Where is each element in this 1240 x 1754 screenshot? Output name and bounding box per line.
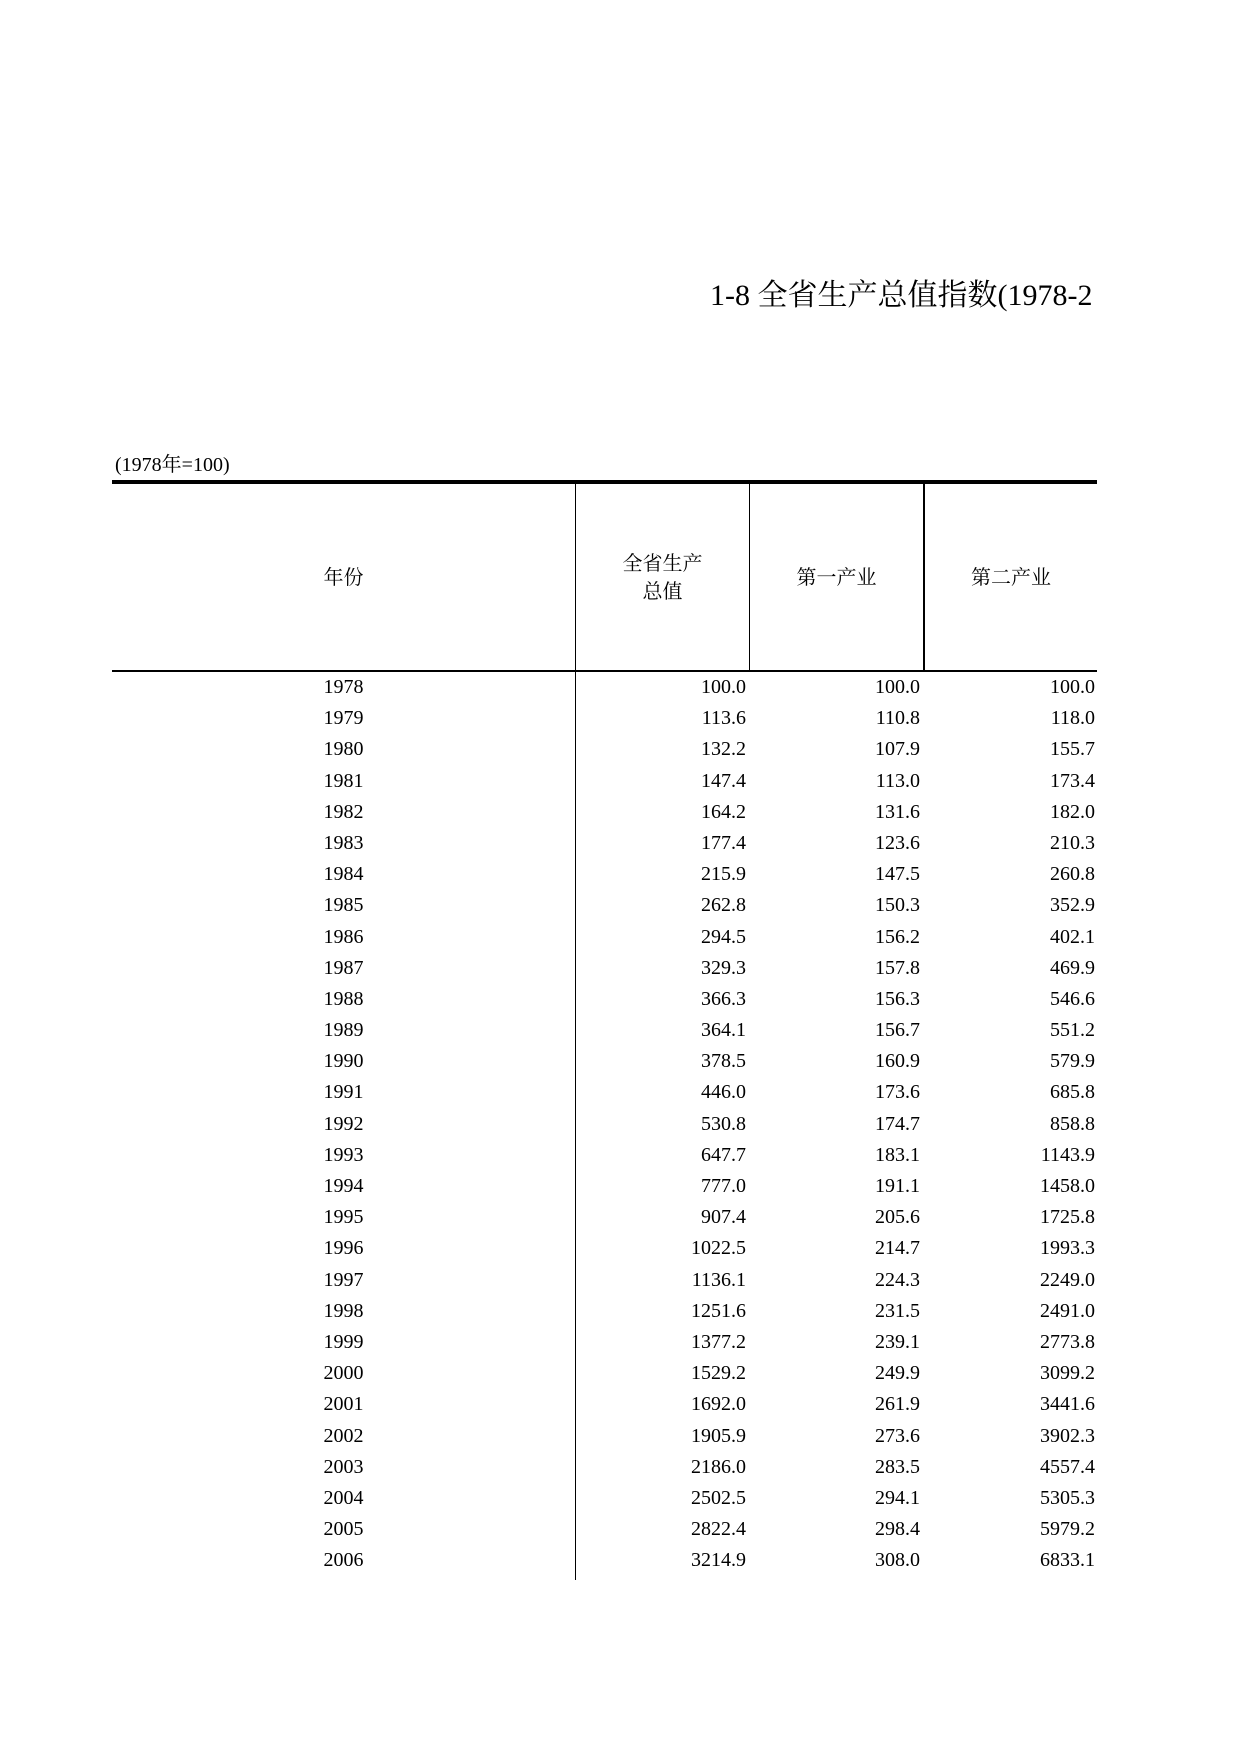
table-row <box>112 766 1097 797</box>
cell-year: 1999 <box>323 1330 364 1353</box>
cell-year: 2005 <box>323 1518 364 1541</box>
cell-year: 2001 <box>323 1393 364 1416</box>
cell-primary-industry: 283.5 <box>875 1455 920 1478</box>
cell-primary-industry: 205.6 <box>875 1206 920 1229</box>
cell-gdp: 1529.2 <box>691 1362 746 1385</box>
cell-primary-industry: 183.1 <box>875 1143 920 1166</box>
table-row <box>112 859 1097 890</box>
cell-secondary-industry: 100.0 <box>1050 676 1095 698</box>
cell-primary-industry: 123.6 <box>875 831 920 854</box>
table-row <box>112 1452 1097 1483</box>
cell-year: 1992 <box>323 1112 364 1135</box>
table-row <box>112 922 1097 953</box>
cell-primary-industry: 294.1 <box>875 1486 920 1509</box>
cell-primary-industry: 214.7 <box>875 1237 920 1260</box>
cell-secondary-industry: 260.8 <box>1050 863 1095 886</box>
table-row <box>112 1109 1097 1140</box>
cell-secondary-industry: 546.6 <box>1050 987 1095 1010</box>
cell-secondary-industry: 1143.9 <box>1040 1143 1095 1166</box>
cell-secondary-industry: 1993.3 <box>1040 1237 1095 1260</box>
cell-gdp: 378.5 <box>701 1050 746 1073</box>
cell-gdp: 777.0 <box>701 1175 746 1197</box>
cell-secondary-industry: 1725.8 <box>1040 1206 1095 1229</box>
cell-year: 1993 <box>323 1143 364 1166</box>
cell-primary-industry: 150.3 <box>875 894 920 917</box>
cell-primary-industry: 174.7 <box>875 1112 920 1135</box>
table-row <box>112 1202 1097 1233</box>
cell-secondary-industry: 155.7 <box>1050 738 1095 761</box>
cell-primary-industry: 156.7 <box>875 1019 920 1042</box>
cell-secondary-industry: 182.0 <box>1050 800 1095 823</box>
cell-year: 1995 <box>323 1206 364 1229</box>
cell-year: 2000 <box>323 1362 364 1385</box>
unit-note: (1978年=100) <box>115 454 230 476</box>
cell-secondary-industry: 402.1 <box>1050 925 1095 948</box>
cell-gdp: 147.4 <box>701 769 746 792</box>
table-row <box>112 1233 1097 1264</box>
cell-primary-industry: 110.8 <box>875 707 920 730</box>
cell-year: 1994 <box>323 1175 364 1197</box>
cell-gdp: 647.7 <box>701 1143 746 1166</box>
cell-year: 1978 <box>323 676 364 698</box>
cell-year: 1981 <box>323 769 364 792</box>
cell-secondary-industry: 3441.6 <box>1040 1393 1095 1416</box>
cell-gdp: 364.1 <box>701 1019 746 1042</box>
cell-secondary-industry: 2491.0 <box>1040 1299 1095 1322</box>
cell-gdp: 446.0 <box>701 1081 746 1104</box>
cell-secondary-industry: 1458.0 <box>1040 1175 1095 1197</box>
cell-primary-industry: 261.9 <box>875 1393 920 1416</box>
cell-secondary-industry: 579.9 <box>1050 1050 1095 1073</box>
table-row <box>112 703 1097 734</box>
cell-primary-industry: 239.1 <box>875 1330 920 1353</box>
cell-secondary-industry: 352.9 <box>1050 894 1095 917</box>
cell-secondary-industry: 551.2 <box>1050 1019 1095 1042</box>
header-gdp: 全省生产 总值 <box>622 551 703 603</box>
cell-year: 1983 <box>323 831 364 854</box>
cell-gdp: 329.3 <box>701 956 746 979</box>
cell-year: 1998 <box>323 1299 364 1322</box>
table-row <box>112 1514 1097 1545</box>
table-row <box>112 1296 1097 1327</box>
cell-secondary-industry: 2249.0 <box>1040 1268 1095 1291</box>
cell-year: 1985 <box>323 894 364 917</box>
cell-year: 1979 <box>323 707 364 730</box>
cell-primary-industry: 249.9 <box>875 1362 920 1385</box>
cell-primary-industry: 160.9 <box>875 1050 920 1073</box>
cell-gdp: 132.2 <box>701 738 746 761</box>
cell-primary-industry: 298.4 <box>875 1518 920 1541</box>
cell-secondary-industry: 173.4 <box>1050 769 1095 792</box>
cell-gdp: 366.3 <box>701 987 746 1010</box>
cell-gdp: 100.0 <box>701 676 746 698</box>
cell-year: 1988 <box>323 987 364 1010</box>
cell-year: 2002 <box>323 1424 364 1447</box>
cell-primary-industry: 156.2 <box>875 925 920 948</box>
cell-primary-industry: 100.0 <box>875 676 920 698</box>
page-title: 1-8 全省生产总值指数(1978-2 <box>710 279 1093 312</box>
cell-year: 2003 <box>323 1455 364 1478</box>
cell-secondary-industry: 858.8 <box>1050 1112 1095 1135</box>
table-row <box>112 1171 1097 1202</box>
cell-primary-industry: 308.0 <box>875 1549 920 1572</box>
table-row <box>112 672 1097 703</box>
cell-secondary-industry: 469.9 <box>1050 956 1095 979</box>
cell-year: 1986 <box>323 925 364 948</box>
cell-year: 1996 <box>323 1237 364 1260</box>
cell-gdp: 2502.5 <box>691 1486 746 1509</box>
cell-year: 1997 <box>323 1268 364 1291</box>
table-row <box>112 1077 1097 1108</box>
table-row <box>112 1327 1097 1358</box>
cell-primary-industry: 191.1 <box>875 1175 920 1197</box>
cell-secondary-industry: 210.3 <box>1050 831 1095 854</box>
header-primary-industry: 第一产业 <box>796 565 877 589</box>
table-row <box>112 734 1097 765</box>
cell-gdp: 2186.0 <box>691 1455 746 1478</box>
cell-gdp: 3214.9 <box>691 1549 746 1572</box>
cell-year: 1990 <box>323 1050 364 1073</box>
data-table <box>112 480 1097 1580</box>
cell-year: 2006 <box>323 1549 364 1572</box>
table-body <box>112 672 1097 1576</box>
cell-gdp: 164.2 <box>701 800 746 823</box>
cell-year: 1984 <box>323 863 364 886</box>
cell-gdp: 1251.6 <box>691 1299 746 1322</box>
table-row <box>112 1140 1097 1171</box>
cell-gdp: 1022.5 <box>691 1237 746 1260</box>
cell-secondary-industry: 2773.8 <box>1040 1330 1095 1353</box>
cell-primary-industry: 147.5 <box>875 863 920 886</box>
cell-gdp: 1377.2 <box>691 1330 746 1353</box>
cell-gdp: 215.9 <box>701 863 746 886</box>
cell-year: 2004 <box>323 1486 364 1509</box>
cell-gdp: 262.8 <box>701 894 746 917</box>
cell-gdp: 294.5 <box>701 925 746 948</box>
cell-gdp: 907.4 <box>701 1206 746 1229</box>
table-row <box>112 1046 1097 1077</box>
cell-year: 1991 <box>323 1081 364 1104</box>
cell-primary-industry: 173.6 <box>875 1081 920 1104</box>
cell-secondary-industry: 6833.1 <box>1040 1549 1095 1572</box>
cell-year: 1989 <box>323 1019 364 1042</box>
cell-secondary-industry: 3902.3 <box>1040 1424 1095 1447</box>
table-row <box>112 890 1097 921</box>
cell-gdp: 113.6 <box>701 707 746 730</box>
table-row <box>112 1545 1097 1576</box>
cell-primary-industry: 107.9 <box>875 738 920 761</box>
table-row <box>112 984 1097 1015</box>
cell-year: 1980 <box>323 738 364 761</box>
table-row <box>112 828 1097 859</box>
cell-year: 1982 <box>323 800 364 823</box>
table-row <box>112 797 1097 828</box>
cell-gdp: 2822.4 <box>691 1518 746 1541</box>
table-row <box>112 1015 1097 1046</box>
table-row <box>112 1265 1097 1296</box>
cell-primary-industry: 157.8 <box>875 956 920 979</box>
header-year: 年份 <box>323 565 364 589</box>
cell-secondary-industry: 5979.2 <box>1040 1518 1095 1541</box>
cell-primary-industry: 224.3 <box>875 1268 920 1291</box>
cell-secondary-industry: 118.0 <box>1050 707 1095 730</box>
cell-year: 1987 <box>323 956 364 979</box>
cell-primary-industry: 131.6 <box>875 800 920 823</box>
table-row <box>112 1358 1097 1389</box>
cell-secondary-industry: 685.8 <box>1050 1081 1095 1104</box>
table-row <box>112 1389 1097 1420</box>
table-row <box>112 953 1097 984</box>
table-row <box>112 1421 1097 1452</box>
cell-primary-industry: 113.0 <box>875 769 920 792</box>
cell-secondary-industry: 5305.3 <box>1040 1486 1095 1509</box>
header-secondary-industry: 第二产业 <box>971 565 1051 589</box>
cell-primary-industry: 156.3 <box>875 987 920 1010</box>
cell-gdp: 1136.1 <box>691 1268 746 1291</box>
cell-primary-industry: 273.6 <box>875 1424 920 1447</box>
cell-primary-industry: 231.5 <box>875 1299 920 1322</box>
table-row <box>112 1483 1097 1514</box>
cell-secondary-industry: 4557.4 <box>1040 1455 1095 1478</box>
cell-gdp: 1905.9 <box>691 1424 746 1447</box>
cell-gdp: 177.4 <box>701 831 746 854</box>
cell-gdp: 1692.0 <box>691 1393 746 1416</box>
cell-gdp: 530.8 <box>701 1112 746 1135</box>
cell-secondary-industry: 3099.2 <box>1040 1362 1095 1385</box>
